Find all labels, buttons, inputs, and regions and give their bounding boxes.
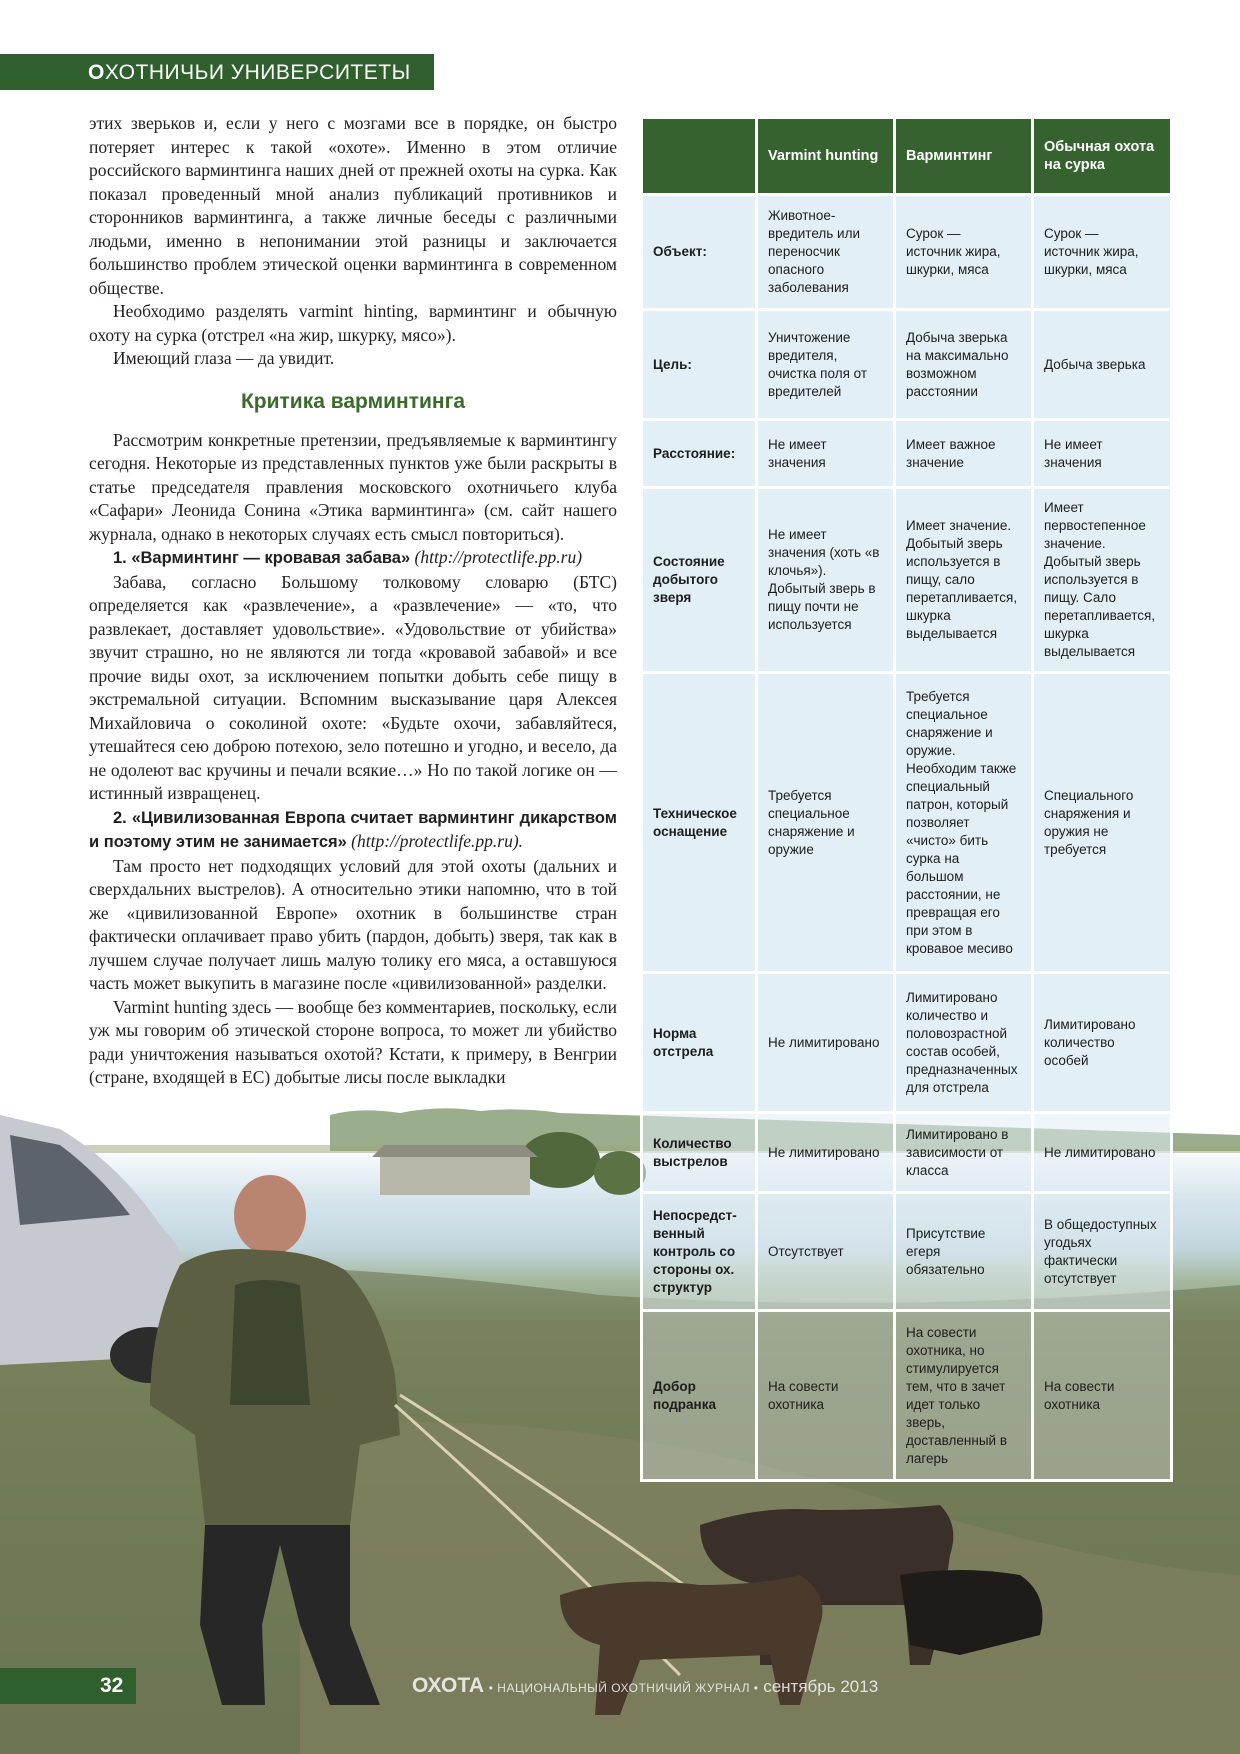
table-header-cell: Варминтинг	[895, 118, 1033, 195]
article-paragraph: Там просто нет подходящих условий для этой охоты (дальних и сверхдальних выстрелов). А относительно этики напомню, что в той же «цивилизованной Европе» охотник в большинстве стран фактически оплачивает право убить (пардон, добыть) зверя, так как в лучшем случае получает лишь малую толику его мяса, а оставшуюся часть может выкупить в магазине после «цивилизованной» разделки.	[89, 855, 617, 993]
table-cell: На совести охотника	[757, 1311, 895, 1481]
section-title	[88, 61, 411, 85]
table-header-cell: Обычная охота на сурка	[1033, 118, 1172, 195]
table-cell: Сурок — источник жира, шкурки, мяса	[1033, 195, 1172, 310]
table-cell: Не имеет значения (хоть «в клочья»). Добытый зверь в пищу почти не используется	[757, 488, 895, 673]
claim-2-source: (http://protectlife.pp.ru).	[351, 831, 524, 851]
table-cell: На совести охотника, но стимулируется тем, что в зачет идет только зверь, доставленный в лагерь	[895, 1311, 1033, 1481]
row-label: Количество выстрелов	[642, 1113, 757, 1193]
table-cell: Не лимитировано	[757, 973, 895, 1113]
table-row	[642, 310, 1172, 420]
table-cell: На совести охотника	[1033, 1311, 1172, 1481]
row-label: Объект:	[642, 195, 757, 310]
article-paragraph: Забава, согласно Большому толковому словарю (БТС) определяется как «развлечение», а «развлечение» — «то, что развлекает, доставляет удовольствие». «Удовольствие от убийства» звучит страшно, но не являются ли тогда «кровавой забавой» и все прочие виды охот, за исключением попытки добыть себе пищу в экстремальной ситуации. Вспомним высказывание царя Алексея Михайловича о соколиной охоте: «Будьте охочи, забавляйтеся, утешайтеся сею доброю потехою, зело потешно и угодно, и весело, да не одолеют вас кручины и печали всякие…» Но по такой логике он — истинный извращенец.	[89, 571, 617, 803]
row-label: Норма отстрела	[642, 973, 757, 1113]
table-cell: Уничтожение вредителя, очистка поля от вредителей	[757, 310, 895, 420]
claim-2	[89, 806, 617, 855]
table-row	[642, 1193, 1172, 1311]
table-row	[642, 673, 1172, 973]
table-cell: Сурок — источник жира, шкурки, мяса	[895, 195, 1033, 310]
table-row	[642, 1311, 1172, 1481]
article-paragraph: Varmint hunting здесь — вообще без комментариев, поскольку, если уж мы говорим об этической стороне вопроса, то может ли убийство ради уничтожения называться охотой? Кстати, к примеру, в Венгрии (стране, входящей в ЕС) добытые лисы после выкладки	[89, 996, 617, 1087]
table-cell: Не лимитировано	[757, 1113, 895, 1193]
comparison-table	[640, 116, 1173, 1482]
row-label: Добор подранка	[642, 1311, 757, 1481]
claim-1-title: 1. «Варминтинг — кровавая забава»	[113, 549, 411, 567]
magazine-logo: ОХОТА	[412, 1674, 485, 1697]
table-cell: Имеет важное значение	[895, 420, 1033, 488]
table-row	[642, 420, 1172, 488]
article-paragraph: Имеющий глаза — да увидит.	[113, 348, 335, 368]
table-cell: Требуется специальное снаряжение и оружие. Необходим также специальный патрон, который позволяет «чисто» бить сурка на большом расстоянии, не превращая его при этом в кровавое месиво	[895, 673, 1033, 973]
row-label: Цель:	[642, 310, 757, 420]
table-cell: В общедоступных угодьях фактически отсутствует	[1033, 1193, 1172, 1311]
table-header-cell	[642, 118, 757, 195]
table-cell: Лимитировано количество и половозрастной состав особей, предназначенных для отстрела	[895, 973, 1033, 1113]
table-header-cell: Varmint hunting	[757, 118, 895, 195]
magazine-footer	[412, 1674, 878, 1698]
row-label: Расстояние:	[642, 420, 757, 488]
article-paragraph: этих зверьков и, если у него с мозгами все в порядке, он быстро потеряет интерес к такой «охоте». Именно в этом отличие российского варминтинга наших дней от прежней охоты на сурка. Как показал проведенный мной анализ публикаций противников и сторонников варминтинга, а также личные беседы с различными людьми, именно в непонимании этой разницы и заключается большинство проблем этической оценки варминтинга в современном обществе.	[89, 113, 617, 298]
claim-1	[89, 546, 617, 571]
table-cell: Требуется специальное снаряжение и оружие	[757, 673, 895, 973]
row-label: Непосредст- венный контроль со стороны ох. структур	[642, 1193, 757, 1311]
magazine-tagline: • НАЦИОНАЛЬНЫЙ ОХОТНИЧИЙ ЖУРНАЛ •	[488, 1681, 759, 1695]
table-cell: Отсутствует	[757, 1193, 895, 1311]
claim-2-title: 2. «Цивилизованная Европа считает варминтинг дикарством и поэтому этим не занимается»	[89, 808, 617, 851]
table-cell: Лимитировано в зависимости от класса	[895, 1113, 1033, 1193]
table-row	[642, 1113, 1172, 1193]
article-text-column	[89, 112, 617, 1090]
table-row	[642, 488, 1172, 673]
table-cell: Не лимитировано	[1033, 1113, 1172, 1193]
article-paragraph: Необходимо разделять varmint hinting, варминтинг и обычную охоту на сурка (отстрел «на жир, шкурку, мясо»).	[89, 301, 617, 345]
article-paragraph: Рассмотрим конкретные претензии, предъявляемые к варминтингу сегодня. Некоторые из представленных пунктов уже были раскрыты в статье председателя правления московского охотничьего клуба «Сафари» Леонида Сонина «Этика варминтинга» (см. сайт нашего журнала, однако в некоторых случаях есть смысл повториться).	[89, 429, 617, 544]
table-row	[642, 195, 1172, 310]
table-header-row	[642, 118, 1172, 195]
table-cell: Не имеет значения	[757, 420, 895, 488]
table-cell: Имеет первостепенное значение. Добытый зверь используется в пищу. Сало перетапливается, шкурка выделывается	[1033, 488, 1172, 673]
table-cell: Добыча зверька на максимально возможном расстоянии	[895, 310, 1033, 420]
table-cell: Лимитировано количество особей	[1033, 973, 1172, 1113]
page-number: 32	[100, 1674, 124, 1697]
table-row	[642, 973, 1172, 1113]
table-cell: Имеет значение. Добытый зверь используется в пищу, сало перетапливается, шкурка выделывается	[895, 488, 1033, 673]
section-title-rest: ХОТНИЧЬИ УНИВЕРСИТЕТЫ	[104, 61, 411, 84]
section-title-first-letter: О	[88, 61, 105, 84]
row-label: Техническое оснащение	[642, 673, 757, 973]
table-cell: Животное- вредитель или переносчик опасного заболевания	[757, 195, 895, 310]
table-cell: Не имеет значения	[1033, 420, 1172, 488]
claim-1-source: (http://protectlife.pp.ru)	[414, 547, 583, 567]
issue-date: сентябрь 2013	[763, 1677, 879, 1696]
table-cell: Специального снаряжения и оружия не требуется	[1033, 673, 1172, 973]
row-label: Состояние добытого зверя	[642, 488, 757, 673]
section-heading: Критика варминтинга	[240, 389, 466, 413]
table-cell: Присутствие егеря обязательно	[895, 1193, 1033, 1311]
table-cell: Добыча зверька	[1033, 310, 1172, 420]
